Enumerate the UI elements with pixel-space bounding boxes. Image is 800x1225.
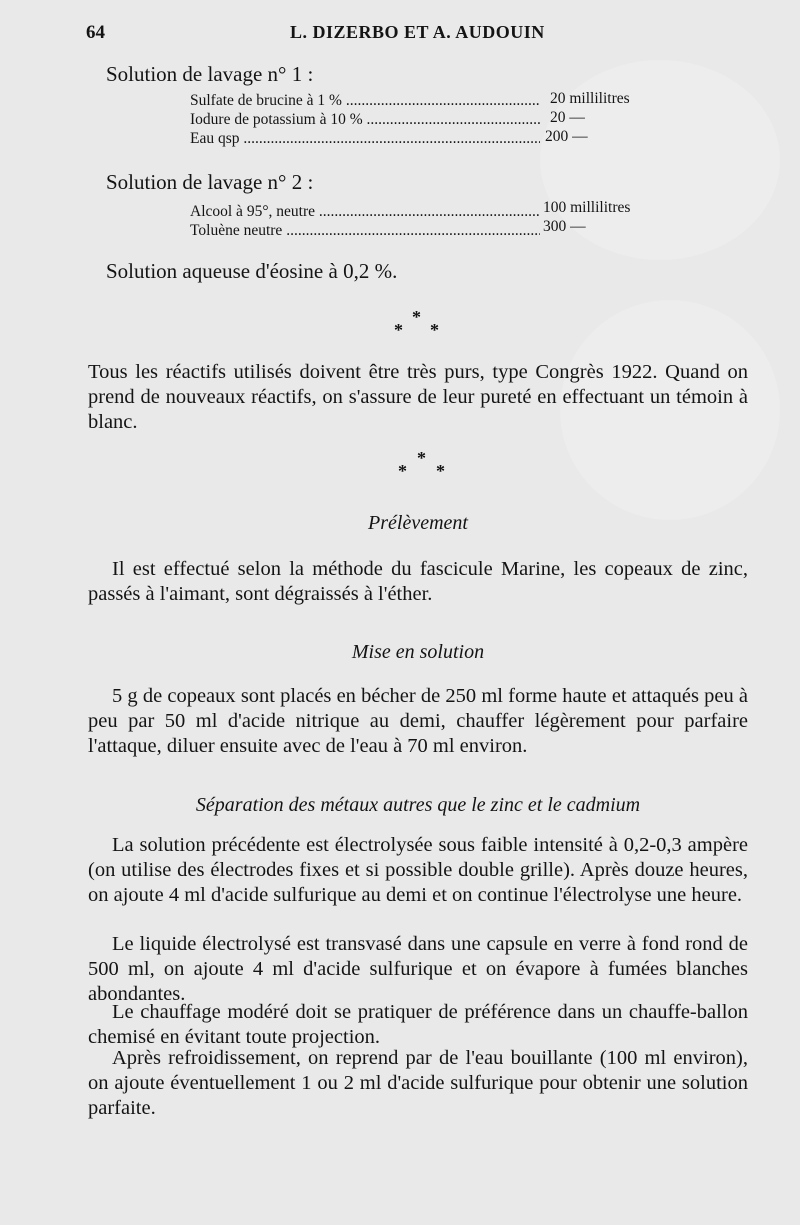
asterism-star: * xyxy=(394,320,403,340)
solution-1-row xyxy=(190,130,540,153)
solution-2-title: Solution de lavage n° 2 : xyxy=(106,170,314,194)
row-quantity: 20 — xyxy=(550,109,585,126)
asterism-star: * xyxy=(417,448,426,468)
solution-1-title: Solution de lavage n° 1 : xyxy=(106,62,314,86)
asterism-star: * xyxy=(412,307,421,327)
asterism-star: * xyxy=(436,461,445,481)
row-label: Eau qsp ..... xyxy=(190,130,540,148)
row-label: Sulfate de brucine à 1 % ..... xyxy=(190,92,540,110)
page-number: 64 xyxy=(86,22,105,43)
row-quantity: 300 — xyxy=(543,218,586,235)
section-title-prelevement: Prélèvement xyxy=(368,512,468,534)
row-label: Toluène neutre ..... xyxy=(190,222,540,240)
solution-2-row xyxy=(190,222,540,245)
asterism-star: * xyxy=(430,320,439,340)
asterism-star: * xyxy=(398,461,407,481)
row-label: Alcool à 95°, neutre ..... xyxy=(190,203,540,221)
paragraph-prelevement: Il est effectué selon la méthode du fascicule Marine, les copeaux de zinc, passés à l'aimant, sont dégraissés à l'éther. xyxy=(88,558,748,605)
row-quantity: 200 — xyxy=(545,128,588,145)
row-quantity: 20 millilitres xyxy=(550,90,630,107)
row-label: Iodure de potassium à 10 % ..... xyxy=(190,111,540,129)
solution-3-title: Solution aqueuse d'éosine à 0,2 %. xyxy=(106,259,398,283)
paragraph-separation-4: Après refroidissement, on reprend par de l'eau bouillante (100 ml environ), on ajoute éventuellement 1 ou 2 ml d'acide sulfurique pour obtenir une solution parfaite. xyxy=(88,1047,748,1119)
paragraph-separation-3: Le chauffage modéré doit se pratiquer de préférence dans un chauffe-ballon chemisé en évitant toute projection. xyxy=(88,1001,748,1048)
running-head: L. DIZERBO ET A. AUDOUIN xyxy=(290,22,545,42)
paragraph-reactifs: Tous les réactifs utilisés doivent être très purs, type Congrès 1922. Quand on prend de nouveaux réactifs, on s'assure de leur pureté en effectuant un témoin à blanc. xyxy=(88,361,748,433)
paragraph-separation-2: Le liquide électrolysé est transvasé dans une capsule en verre à fond rond de 500 ml, on ajoute 4 ml d'acide sulfurique et on évapore à fumées blanches abondantes. xyxy=(88,933,748,1005)
row-quantity: 100 millilitres xyxy=(543,199,631,216)
paragraph-mise-en-solution: 5 g de copeaux sont placés en bécher de 250 ml forme haute et attaqués peu à peu par 50 ml d'acide nitrique au demi, chauffer légèrement pour parfaire l'attaque, diluer ensuite avec de l'eau à 70 ml environ. xyxy=(88,685,748,757)
section-title-mise-en-solution: Mise en solution xyxy=(351,641,485,663)
section-title-separation: Séparation des métaux autres que le zinc et le cadmium xyxy=(195,794,641,816)
paragraph-separation-1: La solution précédente est électrolysée sous faible intensité à 0,2-0,3 ampère (on utilise des électrodes fixes et si possible double grille). Après douze heures, on ajoute 4 ml d'acide sulfurique au demi et on continue l'électrolyse une heure. xyxy=(88,834,748,906)
